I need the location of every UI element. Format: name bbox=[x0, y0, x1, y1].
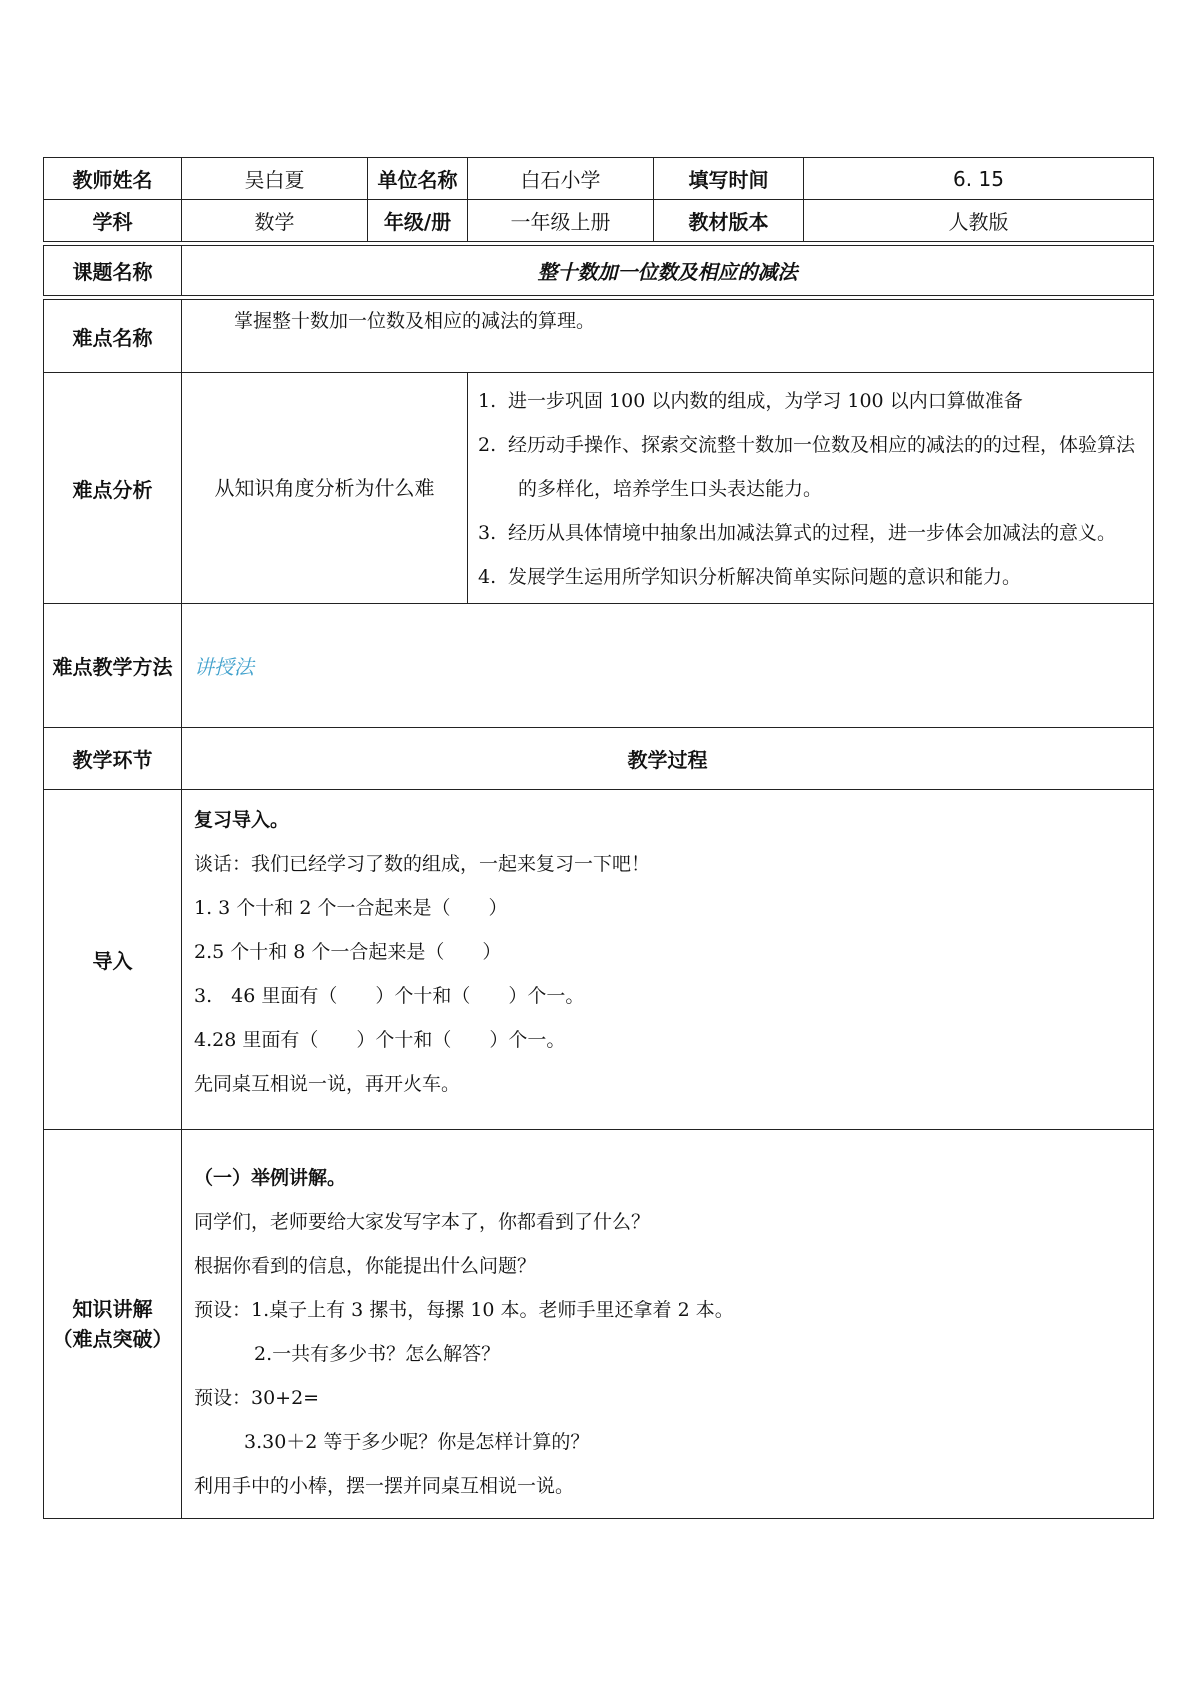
subject-value: 数学 bbox=[182, 200, 368, 242]
date-value: 6. 15 bbox=[804, 158, 1154, 200]
header-row-1 bbox=[44, 158, 1154, 200]
knowledge-line: 根据你看到的信息，你能提出什么问题？ bbox=[194, 1255, 537, 1277]
analysis-goals bbox=[468, 373, 1154, 604]
topic-value: 整十数加一位数及相应的减法 bbox=[182, 246, 1154, 296]
edition-label: 教材版本 bbox=[654, 200, 804, 242]
knowledge-content bbox=[182, 1130, 1154, 1519]
lesson-plan-table bbox=[43, 157, 1154, 1519]
intro-content bbox=[182, 790, 1154, 1130]
teacher-label: 教师姓名 bbox=[44, 158, 182, 200]
goals-list bbox=[468, 373, 1153, 603]
grade-label: 年级/册 bbox=[368, 200, 468, 242]
intro-row bbox=[44, 790, 1154, 1130]
goal-item: 1. 进一步巩固 100 以内数的组成，为学习 100 以内口算做准备 bbox=[478, 390, 1023, 412]
date-label: 填写时间 bbox=[654, 158, 804, 200]
unit-label: 单位名称 bbox=[368, 158, 468, 200]
knowledge-line: （一）举例讲解。 bbox=[194, 1167, 347, 1189]
knowledge-line: 利用手中的小棒，摆一摆并同桌互相说一说。 bbox=[194, 1475, 575, 1497]
intro-line: 复习导入。 bbox=[194, 809, 290, 831]
difficulty-label: 难点名称 bbox=[44, 300, 182, 373]
topic-row bbox=[44, 246, 1154, 296]
knowledge-line: 2.一共有多少书？怎么解答？ bbox=[254, 1343, 501, 1365]
method-value: 讲授法 bbox=[182, 604, 1154, 728]
goal-item: 2. 经历动手操作、探索交流整十数加一位数及相应的减法的的过程，体验算法 的多样化，培养学生口头表达能力。 bbox=[478, 434, 1136, 500]
grade-value: 一年级上册 bbox=[468, 200, 654, 242]
analysis-label: 难点分析 bbox=[44, 373, 182, 604]
knowledge-line: 预设：30+2= bbox=[194, 1387, 320, 1409]
method-row bbox=[44, 604, 1154, 728]
intro-line: 1. 3 个十和 2 个一合起来是（ ） bbox=[194, 897, 508, 919]
knowledge-line: 3.30＋2 等于多少呢？你是怎样计算的？ bbox=[244, 1431, 590, 1453]
process-header-row bbox=[44, 728, 1154, 790]
difficulty-row bbox=[44, 300, 1154, 373]
method-label: 难点教学方法 bbox=[44, 604, 182, 728]
knowledge-line: 预设：1.桌子上有 3 摞书，每摞 10 本。老师手里还拿着 2 本。 bbox=[194, 1299, 734, 1321]
subject-label: 学科 bbox=[44, 200, 182, 242]
topic-label: 课题名称 bbox=[44, 246, 182, 296]
intro-line: 2.5 个十和 8 个一合起来是（ ） bbox=[194, 941, 502, 963]
analysis-row bbox=[44, 373, 1154, 604]
knowledge-line: 同学们，老师要给大家发写字本了，你都看到了什么？ bbox=[194, 1211, 651, 1233]
goal-item: 3. 经历从具体情境中抽象出加减法算式的过程，进一步体会加减法的意义。 bbox=[478, 522, 1117, 544]
intro-line: 先同桌互相说一说，再开火车。 bbox=[194, 1073, 461, 1095]
edition-value: 人教版 bbox=[804, 200, 1154, 242]
teacher-value: 吴白夏 bbox=[182, 158, 368, 200]
process-header: 教学过程 bbox=[182, 728, 1154, 790]
analysis-why-label: 从知识角度分析为什么难 bbox=[182, 373, 468, 604]
intro-label: 导入 bbox=[44, 790, 182, 1130]
intro-line: 3. 46 里面有（ ）个十和（ ）个一。 bbox=[194, 985, 585, 1007]
stage-header: 教学环节 bbox=[44, 728, 182, 790]
difficulty-value: 掌握整十数加一位数及相应的减法的算理。 bbox=[182, 300, 1154, 373]
header-row-2 bbox=[44, 200, 1154, 242]
unit-value: 白石小学 bbox=[468, 158, 654, 200]
intro-line: 谈话：我们已经学习了数的组成，一起来复习一下吧！ bbox=[194, 853, 651, 875]
knowledge-row bbox=[44, 1130, 1154, 1519]
intro-line: 4.28 里面有（ ）个十和（ ）个一。 bbox=[194, 1029, 566, 1051]
goal-item: 4. 发展学生运用所学知识分析解决简单实际问题的意识和能力。 bbox=[478, 566, 1022, 588]
knowledge-label: 知识讲解 （难点突破） bbox=[44, 1130, 182, 1519]
